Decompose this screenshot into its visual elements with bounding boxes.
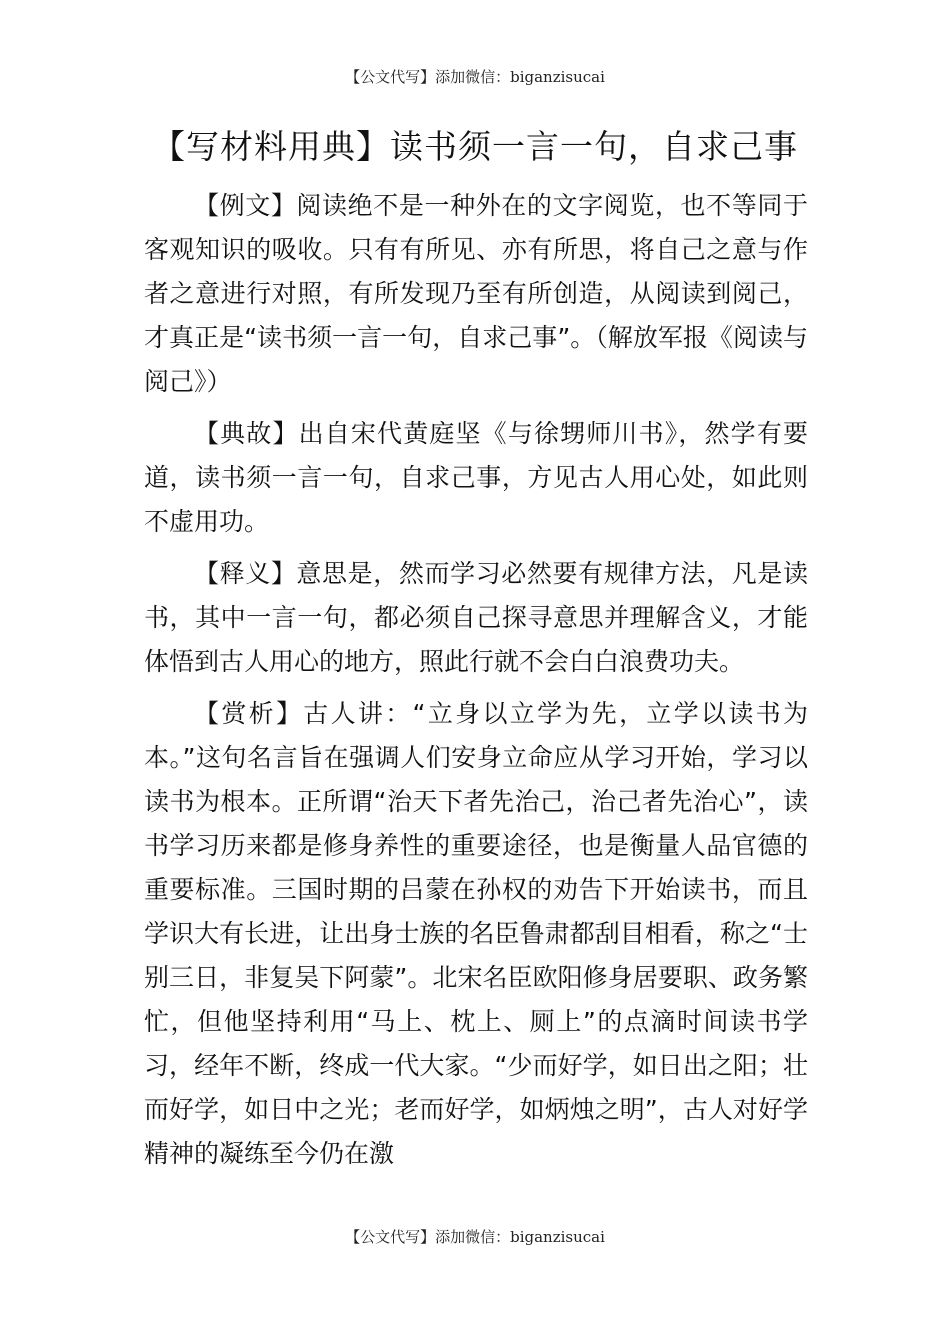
paragraph-appreciation: 【赏析】古人讲：“立身以立学为先，立学以读书为本。”这句名言旨在强调人们安身立命应从学习开始，学习以读书为根本。正所谓“治天下者先治己，治己者先治心”，读书学习历来都是修身养性的重要途径，也是衡量人品官德的重要标准。三国时期的吕蒙在孙权的劝告下开始读书，而且学识大有长进，让出身士族的名臣鲁肃都刮目相看，称之“士别三日，非复吴下阿蒙”。北宋名臣欧阳修身居要职、政务繁忙，但他坚持利用“马上、枕上、厕上”的点滴时间读书学习，经年不断，终成一代大家。“少而好学，如日出之阳；壮而好学，如日中之光；老而好学，如炳烛之明”，古人对好学精神的凝练至今仍在激 bbox=[144, 699, 808, 1168]
paragraph-allusion: 【典故】出自宋代黄庭坚《与徐甥师川书》，然学有要道，读书须一言一句，自求己事，方见古人用心处，如此则不虚用功。 bbox=[144, 419, 808, 536]
page-footer-note: 【公文代写】添加微信：biganzisucai bbox=[345, 1228, 605, 1246]
paragraph-explanation: 【释义】意思是，然而学习必然要有规律方法，凡是读书，其中一言一句，都必须自己探寻意思并理解含义，才能体悟到古人用心的地方，照此行就不会白白浪费功夫。 bbox=[144, 559, 808, 676]
page-header-note: 【公文代写】添加微信：biganzisucai bbox=[345, 68, 605, 86]
document-title: 【写材料用典】读书须一言一句，自求己事 bbox=[152, 127, 798, 166]
document-body bbox=[144, 184, 808, 1184]
paragraph-example: 【例文】阅读绝不是一种外在的文字阅览，也不等同于客观知识的吸收。只有有所见、亦有所思，将自己之意与作者之意进行对照，有所发现乃至有所创造，从阅读到阅己，才真正是“读书须一言一句，自求己事”。（解放军报《阅读与阅己》） bbox=[144, 191, 808, 396]
